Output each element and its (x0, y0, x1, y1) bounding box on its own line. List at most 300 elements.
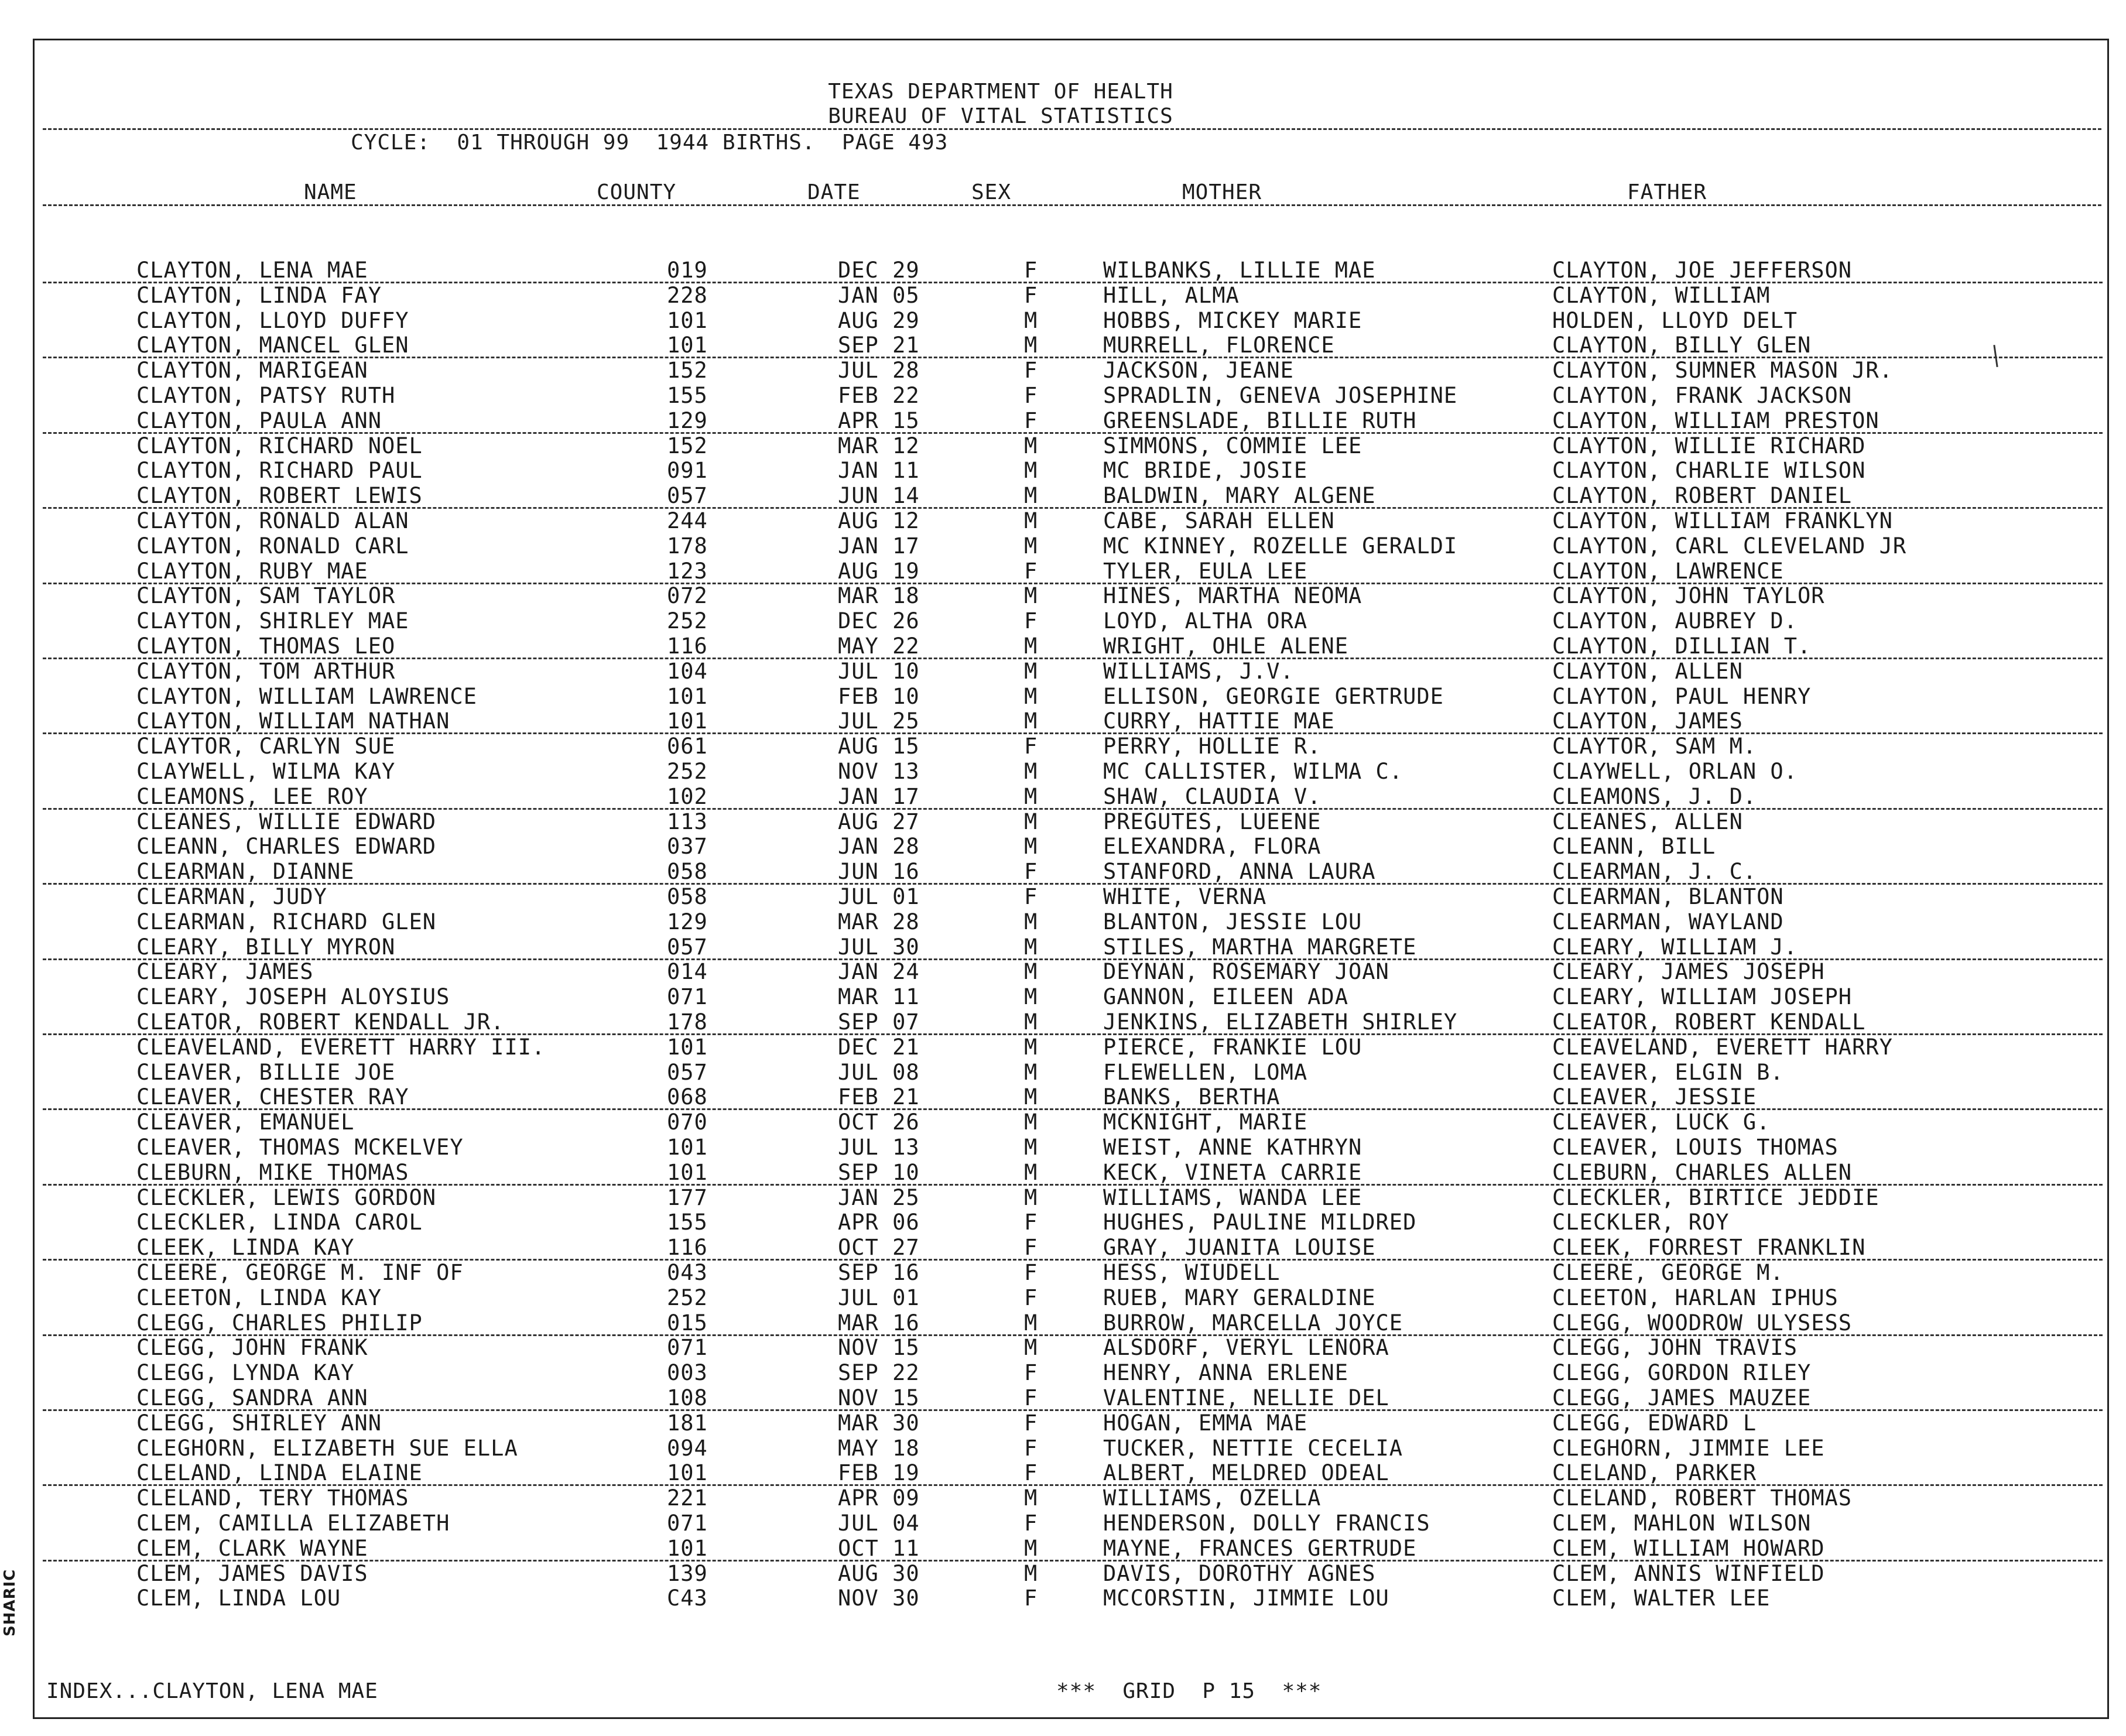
table-row (35, 1235, 2107, 1260)
cell-father: CLEARY, WILLIAM JOSEPH (1552, 984, 1853, 1010)
cell-name: CLELAND, LINDA ELAINE (136, 1460, 423, 1486)
cell-county: 101 (667, 683, 708, 709)
cell-mother: WILLIAMS, OZELLA (1103, 1485, 1322, 1511)
table-row (35, 1361, 2107, 1385)
cell-mother: PERRY, HOLLIE R. (1103, 734, 1322, 759)
cell-father: CLAYTON, CARL CLEVELAND JR (1552, 533, 1907, 559)
cell-name: CLEAVER, THOMAS MCKELVEY (136, 1135, 464, 1160)
cell-mother: BLANTON, JESSIE LOU (1103, 909, 1362, 934)
cell-father: CLAYTON, WILLIAM PRESTON (1552, 408, 1879, 433)
cell-date: OCT 27 (838, 1235, 920, 1261)
table-row (35, 1085, 2107, 1110)
cell-name: CLAYTON, WILLIAM LAWRENCE (136, 683, 477, 709)
cell-date: JUL 25 (838, 708, 920, 734)
table-row (35, 1562, 2107, 1586)
cell-father: CLEARMAN, BLANTON (1552, 884, 1784, 909)
cell-date: JAN 24 (838, 959, 920, 985)
cell-mother: WRIGHT, OHLE ALENE (1103, 634, 1348, 659)
table-row (35, 1135, 2107, 1160)
cell-county: C43 (667, 1586, 708, 1611)
table-row (35, 634, 2107, 659)
cell-mother: SHAW, CLAUDIA V. (1103, 783, 1322, 809)
table-row (35, 659, 2107, 684)
table-row (35, 684, 2107, 709)
cell-name: CLEARMAN, RICHARD GLEN (136, 909, 437, 934)
cell-county: 228 (667, 282, 708, 308)
cell-date: MAR 30 (838, 1410, 920, 1436)
table-row (35, 434, 2107, 458)
cell-name: CLAYTON, LINDA FAY (136, 282, 382, 308)
cell-name: CLEAVER, EMANUEL (136, 1110, 355, 1135)
cell-sex: F (1024, 859, 1038, 885)
cell-sex: F (1024, 1586, 1038, 1611)
cell-mother: TUCKER, NETTIE CECELIA (1103, 1435, 1403, 1461)
table-row (35, 960, 2107, 984)
cell-father: CLEAMONS, J. D. (1552, 783, 1757, 809)
cell-date: JAN 17 (838, 783, 920, 809)
table-row (35, 1286, 2107, 1310)
cell-sex: F (1024, 258, 1038, 283)
cell-mother: STILES, MARTHA MARGRETE (1103, 934, 1417, 960)
cell-name: CLEBURN, MIKE THOMAS (136, 1159, 409, 1185)
cell-father: CLAYTON, FRANK JACKSON (1552, 383, 1853, 408)
cell-father: CLAYTON, WILLIAM (1552, 282, 1771, 308)
cell-date: APR 15 (838, 408, 920, 433)
cell-county: 102 (667, 783, 708, 809)
cell-date: FEB 21 (838, 1084, 920, 1110)
cell-name: CLEGG, SANDRA ANN (136, 1385, 368, 1410)
cell-sex: M (1024, 483, 1038, 509)
cell-name: CLEM, LINDA LOU (136, 1586, 341, 1611)
cell-mother: ELEXANDRA, FLORA (1103, 834, 1322, 860)
cell-name: CLAYTON, SAM TAYLOR (136, 583, 396, 609)
cell-sex: M (1024, 783, 1038, 809)
cell-father: CLEM, MAHLON WILSON (1552, 1511, 1812, 1536)
cell-county: 101 (667, 708, 708, 734)
cell-mother: BURROW, MARCELLA JOYCE (1103, 1310, 1403, 1336)
cell-sex: M (1024, 508, 1038, 533)
table-row (35, 1210, 2107, 1235)
table-row (35, 484, 2107, 508)
cell-mother: PREGUTES, LUEENE (1103, 809, 1322, 834)
cell-name: CLAYTON, RICHARD PAUL (136, 458, 423, 484)
cell-county: 094 (667, 1435, 708, 1461)
footer-grid: *** GRID P 15 *** (1056, 1679, 1322, 1703)
table-row (35, 860, 2107, 884)
cell-father: CLEETON, HARLAN IPHUS (1552, 1285, 1839, 1310)
cell-date: NOV 13 (838, 759, 920, 784)
cell-name: CLAYTON, SHIRLEY MAE (136, 608, 409, 634)
cell-date: OCT 26 (838, 1110, 920, 1135)
cell-county: 116 (667, 634, 708, 659)
cell-name: CLAYTON, RONALD CARL (136, 533, 409, 559)
cell-mother: PIERCE, FRANKIE LOU (1103, 1034, 1362, 1060)
cell-name: CLELAND, TERY THOMAS (136, 1485, 409, 1511)
cell-county: 178 (667, 1009, 708, 1035)
cell-date: NOV 15 (838, 1385, 920, 1410)
cell-date: JAN 25 (838, 1184, 920, 1210)
table-row (35, 584, 2107, 608)
cell-sex: F (1024, 383, 1038, 408)
cell-sex: M (1024, 1135, 1038, 1160)
cell-name: CLAYWELL, WILMA KAY (136, 759, 396, 784)
cell-name: CLEGG, CHARLES PHILIP (136, 1310, 423, 1336)
cell-sex: M (1024, 809, 1038, 834)
cell-date: AUG 15 (838, 734, 920, 759)
cell-sex: M (1024, 1009, 1038, 1035)
cell-county: 129 (667, 408, 708, 433)
cell-father: CLAYTON, ALLEN (1552, 658, 1743, 684)
cell-sex: M (1024, 1059, 1038, 1085)
cell-date: APR 09 (838, 1485, 920, 1511)
table-row (35, 1511, 2107, 1536)
cell-name: CLEM, CAMILLA ELIZABETH (136, 1511, 450, 1536)
table-row (35, 834, 2107, 859)
cell-mother: VALENTINE, NELLIE DEL (1103, 1385, 1389, 1410)
cell-sex: F (1024, 558, 1038, 584)
cell-mother: HOGAN, EMMA MAE (1103, 1410, 1308, 1436)
table-row (35, 283, 2107, 308)
cell-sex: M (1024, 433, 1038, 458)
cell-date: AUG 30 (838, 1560, 920, 1586)
cell-mother: MC KINNEY, ROZELLE GERALDI (1103, 533, 1458, 559)
cell-mother: TYLER, EULA LEE (1103, 558, 1308, 584)
cell-sex: M (1024, 1485, 1038, 1511)
cell-sex: M (1024, 1560, 1038, 1586)
cell-mother: SIMMONS, COMMIE LEE (1103, 433, 1362, 458)
cell-mother: DAVIS, DOROTHY AGNES (1103, 1560, 1376, 1586)
cell-mother: CABE, SARAH ELLEN (1103, 508, 1335, 533)
cell-sex: M (1024, 934, 1038, 960)
cell-sex: F (1024, 734, 1038, 759)
cell-name: CLAYTON, RICHARD NOEL (136, 433, 423, 458)
cell-sex: M (1024, 1034, 1038, 1060)
cell-county: 072 (667, 583, 708, 609)
cell-father: CLEGHORN, JIMMIE LEE (1552, 1435, 1825, 1461)
cell-name: CLAYTON, WILLIAM NATHAN (136, 708, 450, 734)
cell-date: SEP 21 (838, 333, 920, 358)
cell-sex: M (1024, 634, 1038, 659)
cell-mother: CURRY, HATTIE MAE (1103, 708, 1335, 734)
cell-county: 152 (667, 358, 708, 384)
cell-county: 113 (667, 809, 708, 834)
cell-county: 019 (667, 258, 708, 283)
column-header-father: FATHER (1627, 180, 1707, 204)
cell-county: 252 (667, 608, 708, 634)
cell-sex: M (1024, 708, 1038, 734)
table-row (35, 1536, 2107, 1561)
cell-father: CLAYTON, LAWRENCE (1552, 558, 1784, 584)
table-row (35, 1060, 2107, 1085)
cell-sex: F (1024, 1511, 1038, 1536)
cell-name: CLEGG, SHIRLEY ANN (136, 1410, 382, 1436)
cell-mother: HINES, MARTHA NEOMA (1103, 583, 1362, 609)
cell-name: CLAYTON, PATSY RUTH (136, 383, 396, 408)
cell-father: CLAYTON, AUBREY D. (1552, 608, 1798, 634)
cell-county: 057 (667, 1059, 708, 1085)
cell-date: JAN 05 (838, 282, 920, 308)
table-row (35, 1586, 2107, 1611)
cell-name: CLEAVELAND, EVERETT HARRY III. (136, 1034, 546, 1060)
cell-father: CLAYTON, JAMES (1552, 708, 1743, 734)
cell-county: 178 (667, 533, 708, 559)
cell-mother: MAYNE, FRANCES GERTRUDE (1103, 1535, 1417, 1561)
cell-county: 116 (667, 1235, 708, 1261)
cell-sex: M (1024, 683, 1038, 709)
table-row (35, 810, 2107, 834)
cell-date: FEB 19 (838, 1460, 920, 1486)
cell-date: JUN 16 (838, 859, 920, 885)
cell-county: 014 (667, 959, 708, 985)
cell-mother: MC BRIDE, JOSIE (1103, 458, 1308, 484)
cell-date: MAR 28 (838, 909, 920, 934)
cycle-line: CYCLE: 01 THROUGH 99 1944 BIRTHS. PAGE 493 (351, 131, 949, 155)
cell-sex: F (1024, 282, 1038, 308)
table-row (35, 509, 2107, 533)
cell-sex: F (1024, 1435, 1038, 1461)
cell-sex: M (1024, 1110, 1038, 1135)
cell-county: 057 (667, 934, 708, 960)
cell-name: CLEM, JAMES DAVIS (136, 1560, 368, 1586)
cell-name: CLAYTON, PAULA ANN (136, 408, 382, 433)
column-header-sex: SEX (971, 180, 1012, 204)
cell-father: CLAYTON, BILLY GLEN (1552, 333, 1812, 358)
cell-name: CLEAVER, CHESTER RAY (136, 1084, 409, 1110)
cell-father: CLEM, WALTER LEE (1552, 1586, 1771, 1611)
table-row (35, 1461, 2107, 1485)
cell-date: JAN 28 (838, 834, 920, 860)
cell-mother: MURRELL, FLORENCE (1103, 333, 1335, 358)
cell-sex: M (1024, 959, 1038, 985)
table-row (35, 358, 2107, 383)
cell-county: 139 (667, 1560, 708, 1586)
cell-mother: GANNON, EILEEN ADA (1103, 984, 1348, 1010)
cell-sex: F (1024, 358, 1038, 384)
cell-county: 043 (667, 1260, 708, 1285)
cell-county: 155 (667, 1210, 708, 1235)
cell-sex: M (1024, 834, 1038, 860)
column-header-county: COUNTY (597, 180, 677, 204)
cell-name: CLECKLER, LEWIS GORDON (136, 1184, 437, 1210)
cell-mother: ALBERT, MELDRED ODEAL (1103, 1460, 1389, 1486)
cell-mother: MC CALLISTER, WILMA C. (1103, 759, 1403, 784)
cell-date: AUG 29 (838, 307, 920, 333)
cell-name: CLEGG, JOHN FRANK (136, 1335, 368, 1361)
cell-county: 058 (667, 859, 708, 885)
cell-mother: ALSDORF, VERYL LENORA (1103, 1335, 1389, 1361)
cell-name: CLEANES, WILLIE EDWARD (136, 809, 437, 834)
cell-county: 071 (667, 984, 708, 1010)
cell-date: JUL 28 (838, 358, 920, 384)
table-row (35, 609, 2107, 634)
cell-date: JUL 01 (838, 884, 920, 909)
table-row (35, 384, 2107, 408)
cell-name: CLEARMAN, JUDY (136, 884, 327, 909)
cell-father: CLEGG, GORDON RILEY (1552, 1360, 1812, 1386)
cell-county: 177 (667, 1184, 708, 1210)
cell-sex: F (1024, 1285, 1038, 1310)
cell-mother: DEYNAN, ROSEMARY JOAN (1103, 959, 1389, 985)
cell-mother: BANKS, BERTHA (1103, 1084, 1281, 1110)
cell-mother: WILBANKS, LILLIE MAE (1103, 258, 1376, 283)
cell-name: CLEANN, CHARLES EDWARD (136, 834, 437, 860)
cell-father: CLEARMAN, WAYLAND (1552, 909, 1784, 934)
printout-sheet (33, 39, 2109, 1719)
cell-mother: SPRADLIN, GENEVA JOSEPHINE (1103, 383, 1458, 408)
table-row (35, 458, 2107, 483)
cell-father: CLAYTON, CHARLIE WILSON (1552, 458, 1866, 484)
cell-name: CLAYTON, RONALD ALAN (136, 508, 409, 533)
table-row (35, 709, 2107, 734)
side-mark: SHARIC (1, 1569, 19, 1636)
column-header-date: DATE (807, 180, 861, 204)
table-row (35, 1186, 2107, 1210)
cell-name: CLAYTON, THOMAS LEO (136, 634, 396, 659)
cell-father: CLEAVELAND, EVERETT HARRY (1552, 1034, 1893, 1060)
column-header-mother: MOTHER (1182, 180, 1262, 204)
cell-date: MAR 18 (838, 583, 920, 609)
cell-sex: M (1024, 909, 1038, 934)
cell-mother: HUGHES, PAULINE MILDRED (1103, 1210, 1417, 1235)
cell-mother: FLEWELLEN, LOMA (1103, 1059, 1308, 1085)
cell-father: CLEBURN, CHARLES ALLEN (1552, 1159, 1853, 1185)
cell-county: 091 (667, 458, 708, 484)
table-row (35, 1436, 2107, 1461)
cell-father: CLEGG, EDWARD L (1552, 1410, 1757, 1436)
table-row (35, 1261, 2107, 1285)
cell-mother: HILL, ALMA (1103, 282, 1240, 308)
cell-date: JUL 04 (838, 1511, 920, 1536)
cell-date: FEB 10 (838, 683, 920, 709)
table-row (35, 258, 2107, 283)
cell-sex: M (1024, 1335, 1038, 1361)
cell-date: JUL 30 (838, 934, 920, 960)
cell-sex: F (1024, 408, 1038, 433)
table-row (35, 785, 2107, 809)
cell-date: JUL 01 (838, 1285, 920, 1310)
cell-date: DEC 21 (838, 1034, 920, 1060)
cell-father: CLECKLER, ROY (1552, 1210, 1730, 1235)
cell-father: CLEARY, JAMES JOSEPH (1552, 959, 1825, 985)
cell-county: 181 (667, 1410, 708, 1436)
cell-father: CLEAVER, ELGIN B. (1552, 1059, 1784, 1085)
cell-date: OCT 11 (838, 1535, 920, 1561)
table-row (35, 985, 2107, 1009)
cell-sex: F (1024, 1235, 1038, 1261)
cell-county: 129 (667, 909, 708, 934)
cell-father: CLECKLER, BIRTICE JEDDIE (1552, 1184, 1879, 1210)
cell-date: SEP 22 (838, 1360, 920, 1386)
cell-name: CLAYTON, MARIGEAN (136, 358, 368, 384)
cell-mother: HENRY, ANNA ERLENE (1103, 1360, 1348, 1386)
cell-father: CLAYTON, PAUL HENRY (1552, 683, 1812, 709)
cell-county: 101 (667, 333, 708, 358)
table-row (35, 1160, 2107, 1185)
cell-county: 068 (667, 1084, 708, 1110)
cell-sex: M (1024, 458, 1038, 484)
cell-father: CLAYWELL, ORLAN O. (1552, 759, 1798, 784)
cell-date: APR 06 (838, 1210, 920, 1235)
header-rule-2 (43, 204, 2101, 206)
cell-mother: BALDWIN, MARY ALGENE (1103, 483, 1376, 509)
cell-date: MAR 11 (838, 984, 920, 1010)
cell-county: 101 (667, 1460, 708, 1486)
cell-county: 015 (667, 1310, 708, 1336)
cell-mother: WHITE, VERNA (1103, 884, 1267, 909)
cell-name: CLAYTON, LENA MAE (136, 258, 368, 283)
cell-mother: ELLISON, GEORGIE GERTRUDE (1103, 683, 1444, 709)
cell-mother: GRAY, JUANITA LOUISE (1103, 1235, 1376, 1261)
cell-county: 244 (667, 508, 708, 533)
table-row (35, 1311, 2107, 1336)
table-row (35, 409, 2107, 433)
cell-date: SEP 16 (838, 1260, 920, 1285)
cell-father: CLEAVER, LUCK G. (1552, 1110, 1771, 1135)
cell-name: CLAYTON, ROBERT LEWIS (136, 483, 423, 509)
cell-mother: GREENSLADE, BILLIE RUTH (1103, 408, 1417, 433)
cell-name: CLEM, CLARK WAYNE (136, 1535, 368, 1561)
cell-father: CLEGG, JOHN TRAVIS (1552, 1335, 1798, 1361)
cell-name: CLAYTON, LLOYD DUFFY (136, 307, 409, 333)
cell-county: 003 (667, 1360, 708, 1386)
cell-date: JUL 13 (838, 1135, 920, 1160)
cell-sex: M (1024, 1159, 1038, 1185)
cell-sex: M (1024, 1184, 1038, 1210)
cell-date: JUL 08 (838, 1059, 920, 1085)
cell-mother: WEIST, ANNE KATHRYN (1103, 1135, 1362, 1160)
table-row (35, 1336, 2107, 1360)
cell-date: MAY 18 (838, 1435, 920, 1461)
cell-county: 071 (667, 1335, 708, 1361)
cell-county: 101 (667, 1159, 708, 1185)
cell-date: FEB 22 (838, 383, 920, 408)
cell-name: CLEAVER, BILLIE JOE (136, 1059, 396, 1085)
department-title: TEXAS DEPARTMENT OF HEALTH (828, 80, 1173, 104)
cell-county: 101 (667, 307, 708, 333)
cell-sex: M (1024, 984, 1038, 1010)
cell-date: DEC 26 (838, 608, 920, 634)
cell-father: CLEGG, JAMES MAUZEE (1552, 1385, 1812, 1410)
bureau-title: BUREAU OF VITAL STATISTICS (828, 104, 1173, 128)
cell-father: CLEARY, WILLIAM J. (1552, 934, 1798, 960)
cell-county: 070 (667, 1110, 708, 1135)
cell-name: CLEARY, JOSEPH ALOYSIUS (136, 984, 450, 1010)
cell-mother: HOBBS, MICKEY MARIE (1103, 307, 1362, 333)
cell-sex: F (1024, 1410, 1038, 1436)
cell-sex: F (1024, 1360, 1038, 1386)
cell-county: 058 (667, 884, 708, 909)
table-row (35, 1386, 2107, 1410)
table-row (35, 309, 2107, 333)
cell-date: SEP 07 (838, 1009, 920, 1035)
cell-father: CLAYTON, JOE JEFFERSON (1552, 258, 1853, 283)
cell-sex: M (1024, 333, 1038, 358)
table-row (35, 1411, 2107, 1436)
table-row (35, 1035, 2107, 1060)
cell-county: 252 (667, 759, 708, 784)
cell-mother: KECK, VINETA CARRIE (1103, 1159, 1362, 1185)
cell-county: 101 (667, 1034, 708, 1060)
cell-sex: M (1024, 759, 1038, 784)
cell-sex: M (1024, 1310, 1038, 1336)
cell-mother: WILLIAMS, WANDA LEE (1103, 1184, 1362, 1210)
cell-county: 123 (667, 558, 708, 584)
cell-name: CLEGG, LYNDA KAY (136, 1360, 355, 1386)
cell-county: 061 (667, 734, 708, 759)
cell-father: CLAYTON, ROBERT DANIEL (1552, 483, 1853, 509)
cell-name: CLECKLER, LINDA CAROL (136, 1210, 423, 1235)
footer-index: INDEX...CLAYTON, LENA MAE (46, 1679, 378, 1703)
